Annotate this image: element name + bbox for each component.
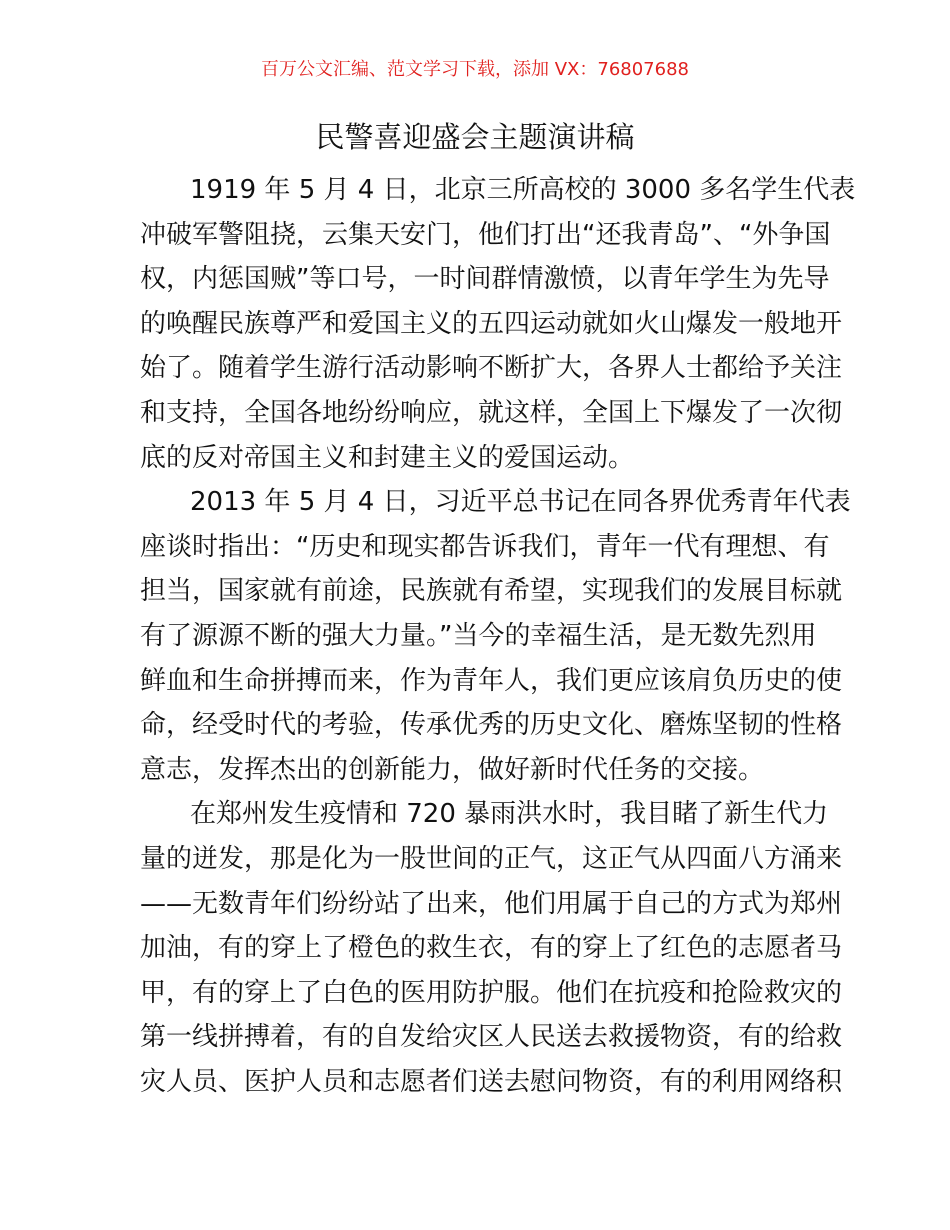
- paragraph-line: 命，经受时代的考验，传承优秀的历史文化、磨炼坚韧的性格: [140, 710, 843, 741]
- paragraph-line: 底的反对帝国主义和封建主义的爱国运动。: [140, 442, 635, 473]
- paragraph-line: 2013 年 5 月 4 日，习近平总书记在同各界优秀青年代表: [190, 487, 851, 518]
- paragraph-line: 鲜血和生命拼搏而来，作为青年人，我们更应该肩负历史的使: [140, 665, 843, 696]
- paragraph-line: 在郑州发生疫情和 720 暴雨洪水时，我目睹了新生代力: [190, 799, 829, 830]
- paragraph-line: 座谈时指出：“历史和现实都告诉我们，青年一代有理想、有: [140, 531, 830, 562]
- paragraph: [140, 168, 856, 480]
- paragraph-line: 1919 年 5 月 4 日，北京三所高校的 3000 多名学生代表: [190, 175, 856, 205]
- paragraph-line: 和支持，全国各地纷纷响应，就这样，全国上下爆发了一次彻: [140, 397, 843, 428]
- paragraph-line: 量的迸发，那是化为一股世间的正气，这正气从四面八方涌来: [140, 843, 843, 874]
- paragraph-line: 始了。随着学生游行活动影响不断扩大，各界人士都给予关注: [140, 353, 843, 384]
- paragraph-line: 甲，有的穿上了白色的医用防护服。他们在抗疫和抢险救灾的: [140, 977, 843, 1008]
- document-title: 民警喜迎盛会主题演讲稿: [315, 120, 635, 154]
- paragraph: [140, 792, 843, 1104]
- paragraph-line: ——无数青年们纷纷站了出来，他们用属于自己的方式为郑州: [140, 888, 843, 919]
- paragraph-line: 的唤醒民族尊严和爱国主义的五四运动就如火山爆发一般地开: [140, 308, 843, 339]
- document-body: [140, 168, 856, 1104]
- paragraph-line: 担当，国家就有前途，民族就有希望，实现我们的发展目标就: [140, 576, 843, 607]
- paragraph-line: 加油，有的穿上了橙色的救生衣，有的穿上了红色的志愿者马: [140, 933, 843, 964]
- paragraph-line: 权，内惩国贼”等口号，一时间群情激愤，以青年学生为先导: [140, 264, 830, 295]
- paragraph-line: 有了源源不断的强大力量。”当今的幸福生活，是无数先烈用: [140, 620, 817, 651]
- watermark-header: 百万公文汇编、范文学习下载，添加 VX：76807688: [261, 59, 689, 80]
- paragraph: [140, 480, 851, 792]
- paragraph-line: 意志，发挥杰出的创新能力，做好新时代任务的交接。: [140, 754, 765, 785]
- paragraph-line: 灾人员、医护人员和志愿者们送去慰问物资，有的利用网络积: [140, 1066, 843, 1097]
- paragraph-line: 第一线拼搏着，有的自发给灾区人民送去救援物资，有的给救: [140, 1022, 843, 1053]
- paragraph-line: 冲破军警阻挠，云集天安门，他们打出“还我青岛”、“外争国: [140, 219, 831, 250]
